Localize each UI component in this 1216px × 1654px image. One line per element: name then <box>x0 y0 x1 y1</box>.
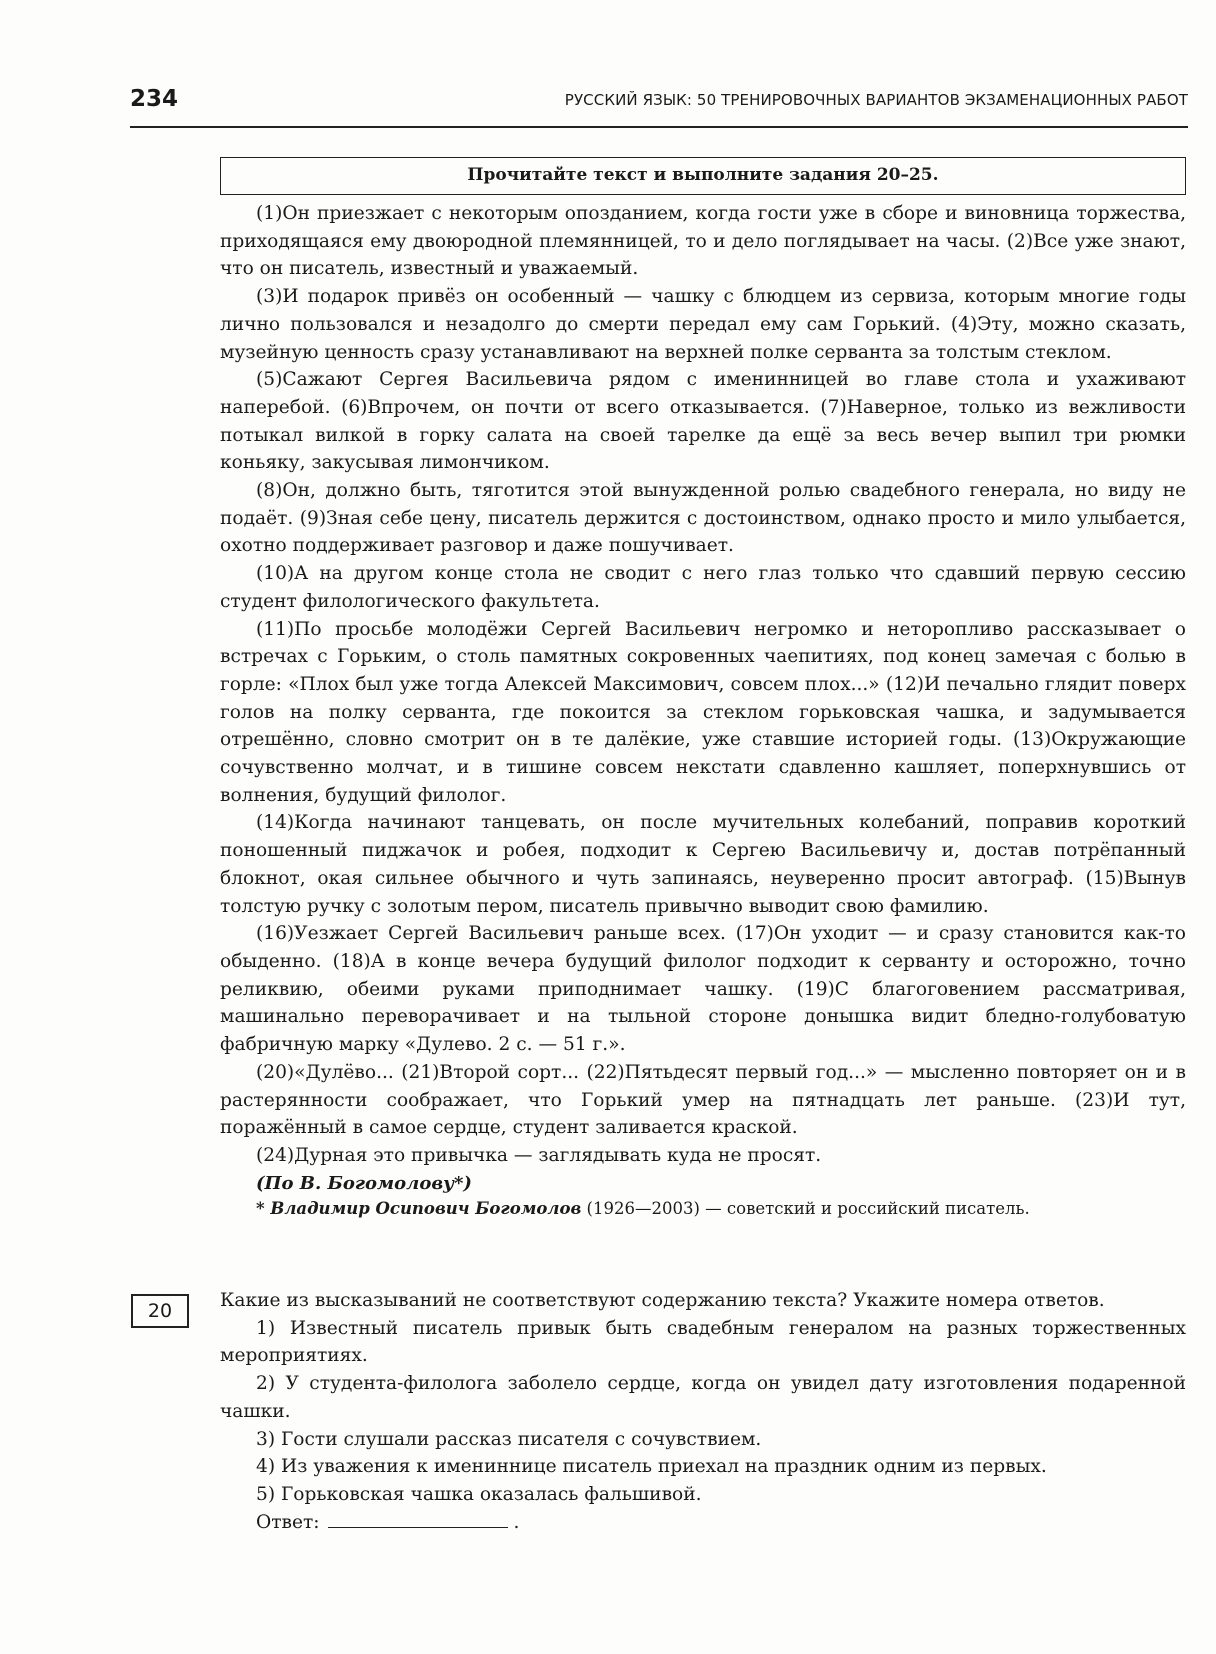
passage-paragraph: (10)А на другом конце стола не сводит с него глаз только что сдавший первую сессию студент филологического факультета. <box>220 563 1186 612</box>
answer-option: 2) У студента-филолога заболело сердце, когда он увидел дату изготовления подаренной чашки. <box>220 1373 1186 1422</box>
answer-line <box>220 1509 1186 1537</box>
source-attribution: (По В. Богомолову*) <box>256 1172 472 1194</box>
passage-paragraph: (14)Когда начинают танцевать, он после мучительных колебаний, поправив короткий поношенный пиджачок и робея, подходит к Сергею Васильевичу и, достав потрёпанный блокнот, окая сильнее обычного и чуть запинаясь, неуверенно просит автограф. (15)Вынув толстую ручку с золотым пером, писатель привычно выводит свою фамилию. <box>220 812 1186 917</box>
passage-paragraph: (3)И подарок привёз он особенный — чашку с блюдцем из сервиза, которым многие годы лично пользовался и незадолго до смерти передал ему сам Горький. (4)Эту, можно сказать, музейную ценность сразу устанавливают на верхней полке серванта за толстым стеклом. <box>220 286 1186 363</box>
answer-blank[interactable] <box>328 1511 508 1528</box>
passage-paragraph: (24)Дурная это привычка — заглядывать куда не просят. <box>256 1144 822 1166</box>
footnote-author-name: * Владимир Осипович Богомолов <box>256 1198 582 1218</box>
passage-paragraph: (5)Сажают Сергея Васильевича рядом с именинницей во главе стола и ухаживают наперебой. (6)Впрочем, он почти от всего отказывается. (7)Наверное, только из вежливости потыкал вилкой в горку салата на своей тарелке да ещё за весь вечер выпил три рюмки коньяку, закусывая лимончиком. <box>220 369 1186 474</box>
answer-option: 5) Горьковская чашка оказалась фальшивой. <box>256 1483 702 1505</box>
footnote-text: (1926—2003) — советский и российский писатель. <box>581 1198 1030 1218</box>
answer-label: Ответ: <box>256 1511 320 1533</box>
running-title: РУССКИЙ ЯЗЫК: 50 ТРЕНИРОВОЧНЫХ ВАРИАНТОВ ЭКЗАМЕНАЦИОННЫХ РАБОТ <box>564 91 1188 109</box>
answer-options <box>220 1315 1186 1509</box>
reading-passage <box>220 200 1186 1221</box>
page-header <box>130 86 1188 128</box>
task-20 <box>220 1287 1186 1536</box>
answer-suffix: . <box>513 1511 520 1533</box>
passage-paragraph: (8)Он, должно быть, тяготится этой вынужденной ролью свадебного генерала, но виду не подаёт. (9)Зная себе цену, писатель держится с достоинством, однако просто и мило улыбается, охотно поддерживает разговор и даже пошучивает. <box>220 480 1186 557</box>
task-number-box: 20 <box>131 1294 189 1328</box>
passage-paragraph: (11)По просьбе молодёжи Сергей Васильевич негромко и неторопливо рассказывает о встречах с Горьким, о столь памятных сокровенных чаепитиях, под конец замечая с болью в горле: «Плох был уже тогда Алексей Максимович, совсем плох...» (12)И печально глядит поверх голов на полку серванта, где покоится за стеклом горьковская чашка, и задумывается отрешённо, словно смотрит он в те далёкие, уже ставшие историей годы. (13)Окружающие сочувственно молчат, и в тишине совсем некстати сдавленно кашляет, поперхнувшись от волнения, будущий филолог. <box>220 618 1186 806</box>
instruction-box: Прочитайте текст и выполните задания 20–25. <box>220 157 1186 195</box>
answer-option: 3) Гости слушали рассказ писателя с сочувствием. <box>256 1428 762 1450</box>
answer-option: 1) Известный писатель привык быть свадебным генералом на разных торжественных мероприятиях. <box>220 1317 1186 1367</box>
passage-paragraph: (1)Он приезжает с некоторым опозданием, когда гости уже в сборе и виновница торжества, приходящаяся ему двоюродной племянницей, то и дело поглядывает на часы. (2)Все уже знают, что он писатель, известный и уважаемый. <box>220 203 1186 280</box>
passage-paragraph: (16)Уезжает Сергей Васильевич раньше всех. (17)Он уходит — и сразу становится как-то обыденно. (18)А в конце вечера будущий филолог подходит к серванту и осторожно, точно реликвию, обеими руками приподнимает чашку. (19)С благоговением рассматривая, машинально переворачивает и на тыльной стороне донышка видит бледно-голубоватую фабричную марку «Дулево. 2 с. — 51 г.». <box>220 923 1186 1056</box>
answer-option: 4) Из уважения к имениннице писатель приехал на праздник одним из первых. <box>256 1456 1047 1478</box>
author-footnote <box>220 1197 1186 1221</box>
passage-paragraph: (20)«Дулёво... (21)Второй сорт... (22)Пятьдесят первый год...» — мысленно повторяет он и в растерянности соображает, что Горький умер на пятнадцать лет раньше. (23)И тут, поражённый в самое сердце, студент заливается краской. <box>220 1061 1186 1139</box>
task-question: Какие из высказываний не соответствуют содержанию текста? Укажите номера ответов. <box>220 1290 1105 1311</box>
page-number: 234 <box>130 86 179 112</box>
